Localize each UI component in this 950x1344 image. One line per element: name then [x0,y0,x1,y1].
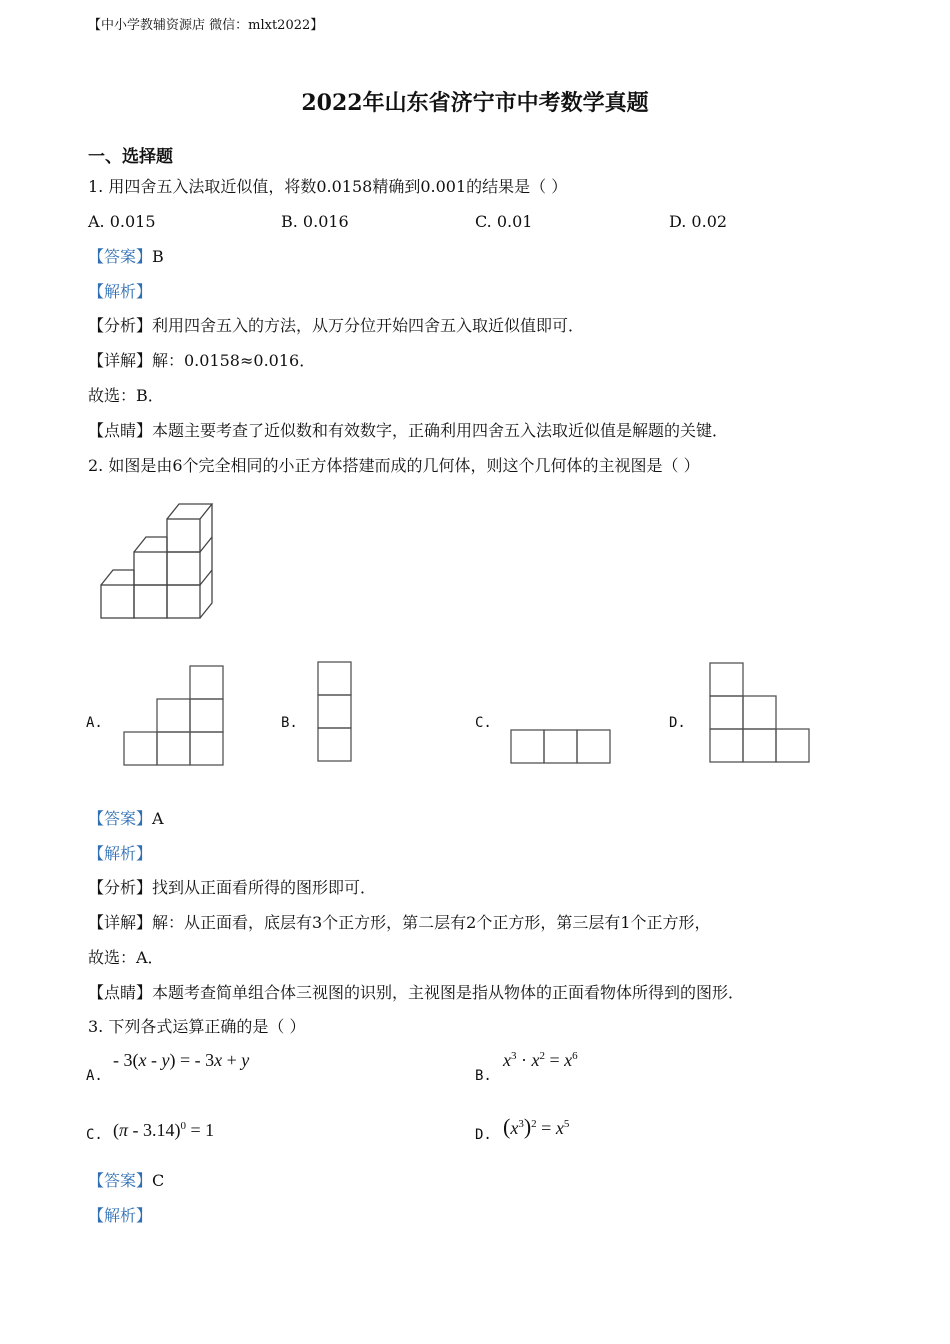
q3-option-c-label: C. [86,1127,103,1143]
q2-option-d-figure [708,662,810,764]
q1-guxuan: 故选：B． [88,386,164,405]
q2-option-d-label: D. [669,715,686,731]
q1-dianjing: 【点睛】本题主要考查了近似数和有效数字，正确利用四舍五入法取近似值是解题的关键． [88,421,729,440]
q3-analysis-tag: 【解析】 [88,1206,153,1225]
answer-value: C [152,1171,165,1190]
q1-option-d: D. 0.02 [669,212,728,231]
q1-answer [88,247,164,267]
answer-tag: 【答案】 [88,247,153,266]
q3-option-c-formula: (π - 3.14)$^0$ = 1 [113,1120,215,1140]
q2-option-a-figure [122,665,224,767]
q2-option-c-figure [509,729,611,765]
q2-guxuan: 故选：A． [88,948,164,967]
q2-fenxi: 【分析】找到从正面看所得的图形即可． [88,878,377,897]
q1-analysis-tag: 【解析】 [88,282,153,301]
q3-option-a-formula: - 3(x - y) = - 3x + y [113,1050,250,1070]
q1-xiangjie: 【详解】解：0.0158≈0.016． [88,351,316,370]
q2-answer [88,809,164,829]
answer-tag: 【答案】 [88,1171,153,1190]
q1-option-b: B. 0.016 [281,212,349,231]
q1-option-c: C. 0.01 [475,212,533,231]
answer-value: A [152,809,164,828]
q2-option-c-label: C. [475,715,492,731]
q3-option-b-label: B. [475,1068,492,1084]
page-header: 【中小学教辅资源店 微信：mlxt2022】 [88,18,324,33]
section-heading: 一、选择题 [88,147,173,167]
q1-stem: 1. 用四舍五入法取近似值，将数0.0158精确到0.001的结果是（ ） [88,177,568,196]
q3-option-b-formula: $x^3 \cdot x^2 = x^6$ [503,1050,578,1070]
q3-stem: 3. 下列各式运算正确的是（ ） [88,1017,306,1036]
q1-fenxi: 【分析】利用四舍五入的方法，从万分位开始四舍五入取近似值即可． [88,316,585,335]
q3-answer [88,1171,164,1191]
q2-option-b-figure [316,661,352,762]
q2-option-b-label: B. [281,715,298,731]
answer-value: B [152,247,164,266]
q2-option-a-label: A. [86,715,103,731]
answer-tag: 【答案】 [88,809,153,828]
q2-stem: 2. 如图是由6个完全相同的小正方体搭建而成的几何体，则这个几何体的主视图是（ ） [88,456,700,475]
page-title: 2022年山东省济宁市中考数学真题 [301,90,649,116]
q2-analysis-tag: 【解析】 [88,844,153,863]
q3-option-a-label: A. [86,1068,103,1084]
cube-stack-figure [95,498,225,623]
q1-option-a: A. 0.015 [88,212,156,231]
q3-option-d-formula: $(x^3)^2 = x^5$ [503,1114,570,1139]
q2-xiangjie: 【详解】解：从正面看，底层有3个正方形，第二层有2个正方形，第三层有1个正方形， [88,913,711,932]
q3-option-d-label: D. [475,1127,492,1143]
q2-dianjing: 【点睛】本题考查简单组合体三视图的识别，主视图是指从物体的正面看物体所得到的图形． [88,983,745,1002]
